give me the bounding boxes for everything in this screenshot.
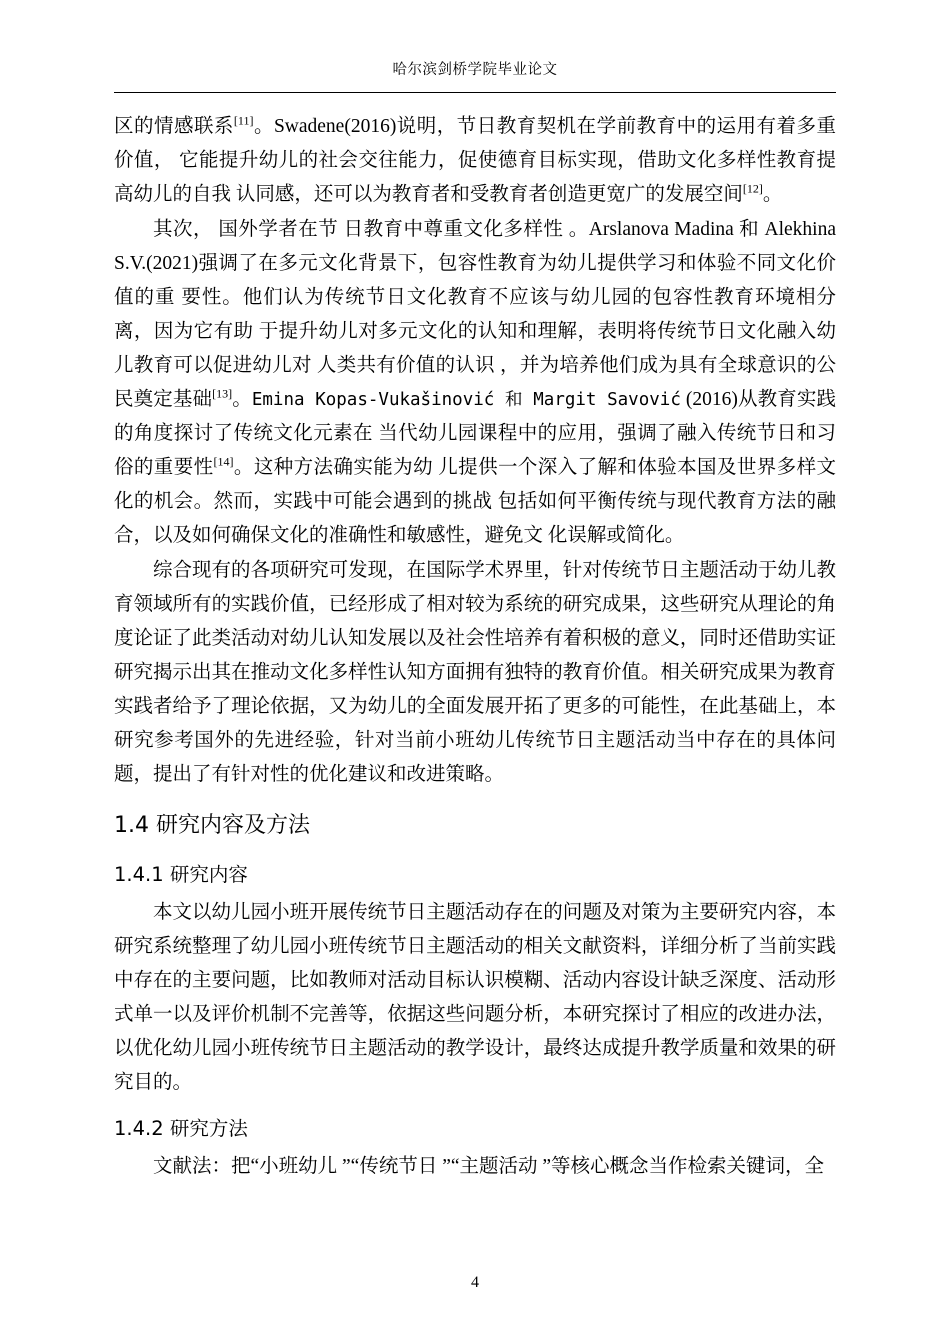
- paragraph-3: 综合现有的各项研究可发现，在国际学术界里，针对传统节日主题活动于幼儿教育领域所有的实践价值，已经形成了相对较为系统的研究成果，这些研究从理论的角度论证了此类活动对幼儿认知发展以及社会性培养有着积极的意义，同时还借助实证研究揭示出其在推动文化多样性认知方面拥有独特的教育价值。相关研究成果为教育实践者给予了理论依据，又为幼儿的全面发展开拓了更多的可能性，在此基础上，本研究参考国外的先进经验，针对当前小班幼儿传统节日主题活动当中存在的具体问题，提出了有针对性的优化建议和改进策略。: [114, 560, 836, 785]
- author-name-mono: Emina Kopas-Vukašinović 和 Margit Savović: [251, 390, 681, 410]
- page-header: 哈尔滨剑桥学院毕业论文: [392, 62, 558, 78]
- paragraph-1-4-2: 文献法：把“小班幼儿 ”“传统节日 ”“主题活动 ”等核心概念当作检索关键词，全: [153, 1156, 825, 1177]
- paragraph-1: 区的情感联系[11]。Swadene(2016)说明，节日教育契机在学前教育中的运用有着多重价值， 它能提升幼儿的社会交往能力，促使德育目标实现，借助文化多样性教育提高幼儿的自我 认同感，还可以为教育者和受教育者创造更宽广的发展空间[12]。: [114, 113, 836, 205]
- citation-marker: [11]: [233, 113, 254, 128]
- section-heading-1-4-2: 1.4.2 研究方法: [114, 1117, 248, 1140]
- section-heading-1-4-1: 1.4.1 研究内容: [114, 863, 248, 886]
- paragraph-1-4-1: 本文以幼儿园小班开展传统节日主题活动存在的问题及对策为主要研究内容，本研究系统整理了幼儿园小班传统节日主题活动的相关文献资料，详细分析了当前实践中存在的主要问题，比如教师对活动目标认识模糊、活动内容设计缺乏深度、活动形式单一以及评价机制不完善等，依据这些问题分析，本研究探讨了相应的改进办法，以优化幼儿园小班传统节日主题活动的教学设计，最终达成提升教学质量和效果的研究目的。: [114, 902, 836, 1093]
- section-heading-1-4: 1.4 研究内容及方法: [114, 813, 310, 838]
- page-content: [114, 110, 836, 1185]
- citation-marker: [12]: [742, 181, 763, 196]
- page-number: 4: [471, 1274, 479, 1291]
- paragraph-2: 其次， 国外学者在节 日教育中尊重文化多样性 。Arslanova Madina 和 Alekhina S.V.(2021)强调了在多元文化背景下，包容性教育为幼儿提供学习和体验不同文化价值的重 要性。他们认为传统节日文化教育不应该与幼儿园的包容性教育环境相分离，因为它有助 于提升幼儿对多元文化的认知和理解，表明将传统节日文化融入幼儿教育可以促进幼儿对 人类共有价值的认识 ，并为培养他们成为具有全球意识的公民奠定基础[13]。Emina Kopas-Vukašinović 和 Margit Savović (2016)从教育实践的角度探讨了传统文化元素在 当代幼儿园课程中的应用，强调了融入传统节日和习俗的重要性[14]。这种方法确实能为幼 儿提供一个深入了解和体验本国及世界多样文化的机会。然而，实践中可能会遇到的挑战 包括如何平衡传统与现代教育方法的融合，以及如何确保文化的准确性和敏感性，避免文 化误解或简化。: [114, 219, 836, 546]
- header-divider: [114, 92, 836, 93]
- citation-marker: [14]: [213, 454, 234, 469]
- citation-marker: [13]: [212, 386, 233, 401]
